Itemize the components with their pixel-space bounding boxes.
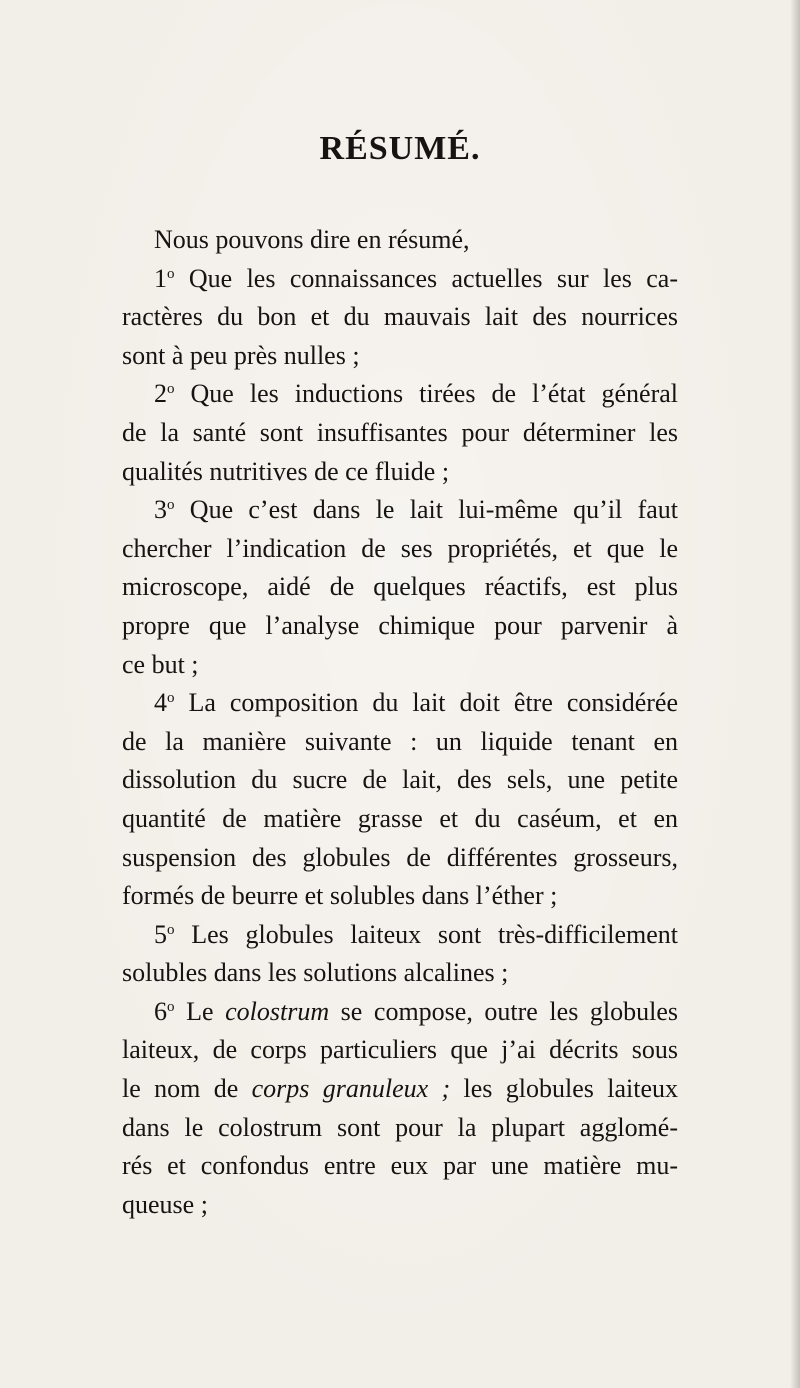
text-line: suspension des globules de différentes grosseurs,	[122, 842, 678, 872]
text-line: 4$^o$ La composition du lait doit être considérée	[154, 688, 678, 718]
text-line: dans le colostrum sont pour la plupart agglomé-	[122, 1112, 678, 1142]
text-line: 3$^o$ Que c’est dans le lait lui-même qu’il faut	[154, 495, 678, 525]
text-line: sont à peu près nulles ;	[122, 340, 360, 370]
text-line: Nous pouvons dire en résumé,	[154, 225, 470, 254]
italic-term: corps granuleux ;	[251, 1074, 451, 1104]
body-text	[122, 221, 678, 1224]
text-line: solubles dans les solutions alcalines ;	[122, 958, 509, 988]
text-line: 5$^o$ Les globules laiteux sont très-difficilement	[154, 919, 678, 949]
text-line: 6$^o$ Le colostrum se compose, outre les globules	[154, 996, 678, 1026]
text-line: queuse ;	[122, 1189, 208, 1219]
text-line: dissolution du sucre de lait, des sels, une petite	[122, 765, 678, 795]
text-line: chercher l’indication de ses propriétés, et que le	[122, 533, 678, 563]
text-line: propre que l’analyse chimique pour parvenir à	[122, 610, 678, 640]
page-title: RÉSUMÉ.	[319, 130, 481, 167]
page-edge-shadow	[790, 0, 800, 1388]
text-line: 1$^o$ Que les connaissances actuelles sur les ca-	[154, 263, 678, 293]
text-line: 2$^o$ Que les inductions tirées de l’état général	[154, 379, 678, 409]
text-line: laiteux, de corps particuliers que j’ai décrits sous	[122, 1035, 678, 1065]
text-line: de la manière suivante : un liquide tenant en	[122, 726, 678, 756]
text-line: microscope, aidé de quelques réactifs, est plus	[122, 572, 678, 602]
text-line: de la santé sont insuffisantes pour déterminer les	[122, 417, 678, 447]
text-line: le nom de corps granuleux ; les globules laiteux	[122, 1074, 678, 1104]
text-line: formés de beurre et solubles dans l’éther ;	[122, 881, 558, 911]
italic-term: colostrum	[225, 996, 330, 1026]
text-line: ce but ;	[122, 649, 199, 679]
text-line: rés et confondus entre eux par une matière mu-	[122, 1151, 678, 1181]
text-line: quantité de matière grasse et du caséum, et en	[122, 803, 678, 833]
text-line: ractères du bon et du mauvais lait des nourrices	[122, 302, 678, 332]
text-line: qualités nutritives de ce fluide ;	[122, 456, 450, 486]
